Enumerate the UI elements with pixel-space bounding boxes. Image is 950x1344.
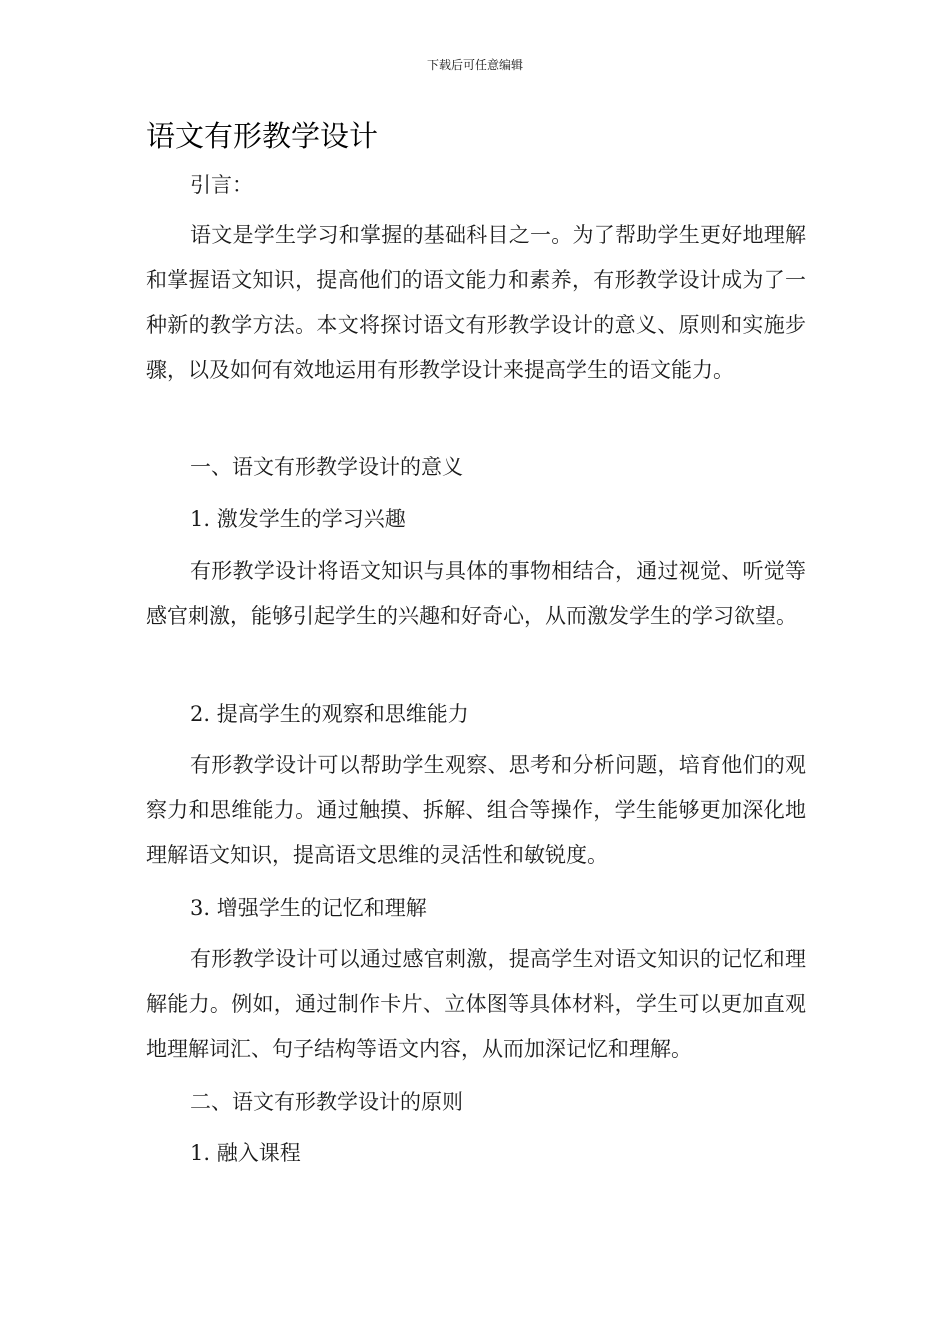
section-1-item-3-text: 有形教学设计可以通过感官刺激，提高学生对语文知识的记忆和理解能力。例如，通过制作卡片、立体图等具体材料，学生可以更加直观地理解词汇、句子结构等语文内容，从而加深记忆和理解。 bbox=[146, 947, 806, 1061]
section-2-heading: 二、语文有形教学设计的原则 bbox=[190, 1090, 463, 1114]
intro-paragraph: 语文是学生学习和掌握的基础科目之一。为了帮助学生更好地理解和掌握语文知识，提高他们的语文能力和素养，有形教学设计成为了一种新的教学方法。本文将探讨语文有形教学设计的意义、原则和实施步骤，以及如何有效地运用有形教学设计来提高学生的语文能力。 bbox=[146, 223, 806, 382]
section-1-item-3-heading: 3. 增强学生的记忆和理解 bbox=[190, 896, 427, 920]
document-title: 语文有形教学设计 bbox=[146, 119, 379, 153]
intro-label: 引言： bbox=[190, 173, 253, 197]
section-1-item-1-heading: 1. 激发学生的学习兴趣 bbox=[190, 507, 406, 531]
section-1-item-2-heading: 2. 提高学生的观察和思维能力 bbox=[190, 702, 469, 726]
page-header-note: 下载后可任意编辑 bbox=[426, 58, 523, 72]
section-2-item-1-heading: 1. 融入课程 bbox=[190, 1141, 301, 1165]
section-1-heading: 一、语文有形教学设计的意义 bbox=[190, 455, 463, 479]
section-1-item-2-text: 有形教学设计可以帮助学生观察、思考和分析问题，培育他们的观察力和思维能力。通过触摸、拆解、组合等操作，学生能够更加深化地理解语文知识，提高语文思维的灵活性和敏锐度。 bbox=[146, 753, 806, 867]
section-1-item-1-text: 有形教学设计将语文知识与具体的事物相结合，通过视觉、听觉等感官刺激，能够引起学生的兴趣和好奇心，从而激发学生的学习欲望。 bbox=[146, 559, 806, 628]
